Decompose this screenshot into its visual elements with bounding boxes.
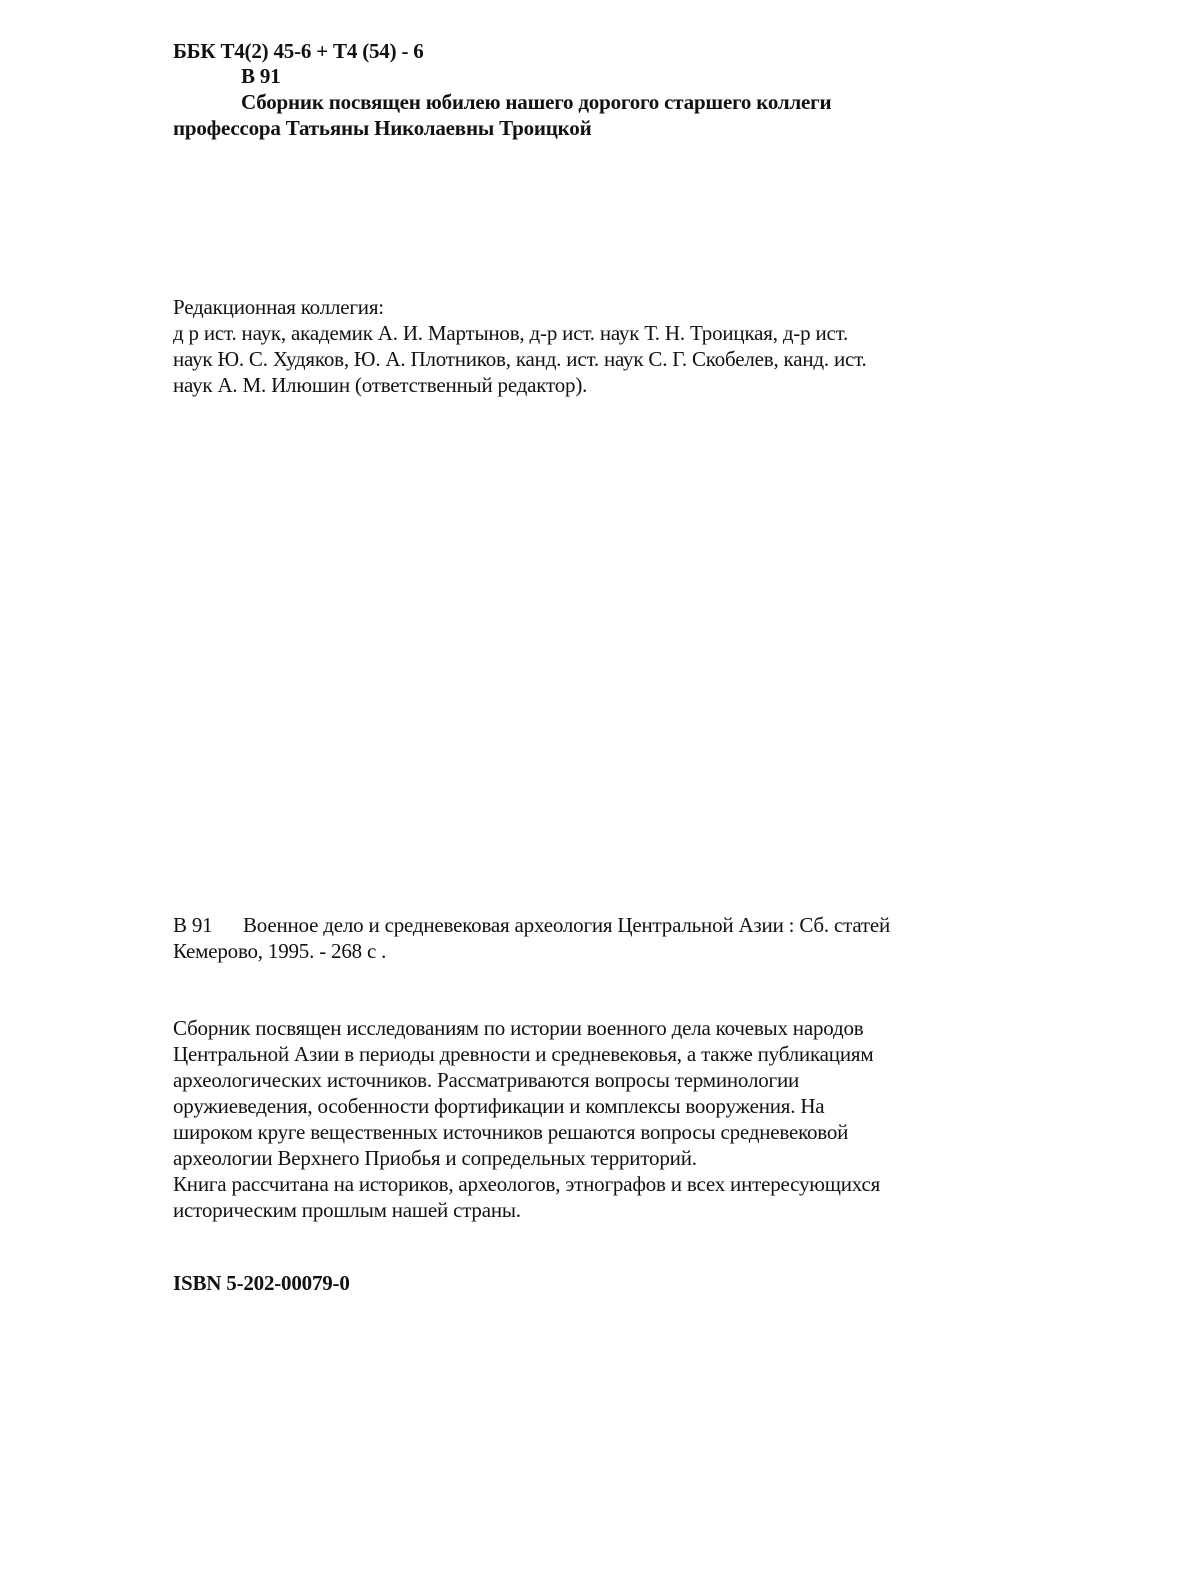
editorial-board-line-1: д р ист. наук, академик А. И. Мартынов, д-р ист. наук Т. Н. Троицкая, д-р ист. bbox=[173, 321, 849, 345]
bibliographic-author-mark: В 91 bbox=[173, 913, 213, 937]
bibliographic-title: Военное дело и средневековая археология Центральной Азии : Сб. статей bbox=[243, 913, 891, 937]
bbk-classification: ББК Т4(2) 45-6 + Т4 (54) - 6 bbox=[173, 39, 424, 63]
author-mark: В 91 bbox=[241, 64, 281, 88]
dedication-line-2: профессора Татьяны Николаевны Троицкой bbox=[173, 116, 592, 140]
editorial-board-line-3: наук А. М. Илюшин (ответственный редактор). bbox=[173, 373, 588, 397]
editorial-board-line-2: наук Ю. С. Худяков, Ю. А. Плотников, канд. ист. наук С. Г. Скобелев, канд. ист. bbox=[173, 347, 867, 371]
annotation-line-1: Сборник посвящен исследованиям по истории военного дела кочевых народов bbox=[173, 1016, 864, 1040]
bibliographic-title-line bbox=[173, 912, 890, 938]
annotation-line-6: археологии Верхнего Приобья и сопредельных территорий. bbox=[173, 1146, 697, 1170]
annotation-line-2: Центральной Азии в периоды древности и средневековья, а также публикациям bbox=[173, 1042, 874, 1066]
annotation-line-3: археологических источников. Рассматриваются вопросы терминологии bbox=[173, 1068, 800, 1092]
bibliographic-imprint: Кемерово, 1995. - 268 с . bbox=[173, 939, 387, 963]
annotation-line-7: Книга рассчитана на историков, археологов, этнографов и всех интересующихся bbox=[173, 1172, 881, 1196]
dedication-line-1: Сборник посвящен юбилею нашего дорогого старшего коллеги bbox=[241, 90, 832, 114]
annotation-line-5: широком круге вещественных источников решаются вопросы средневековой bbox=[173, 1120, 849, 1144]
isbn-number: ISBN 5-202-00079-0 bbox=[173, 1271, 350, 1295]
annotation-line-4: оружиеведения, особенности фортификации и комплексы вооружения. На bbox=[173, 1094, 825, 1118]
editorial-board-heading: Редакционная коллегия: bbox=[173, 295, 384, 319]
annotation-line-8: историческим прошлым нашей страны. bbox=[173, 1198, 521, 1222]
